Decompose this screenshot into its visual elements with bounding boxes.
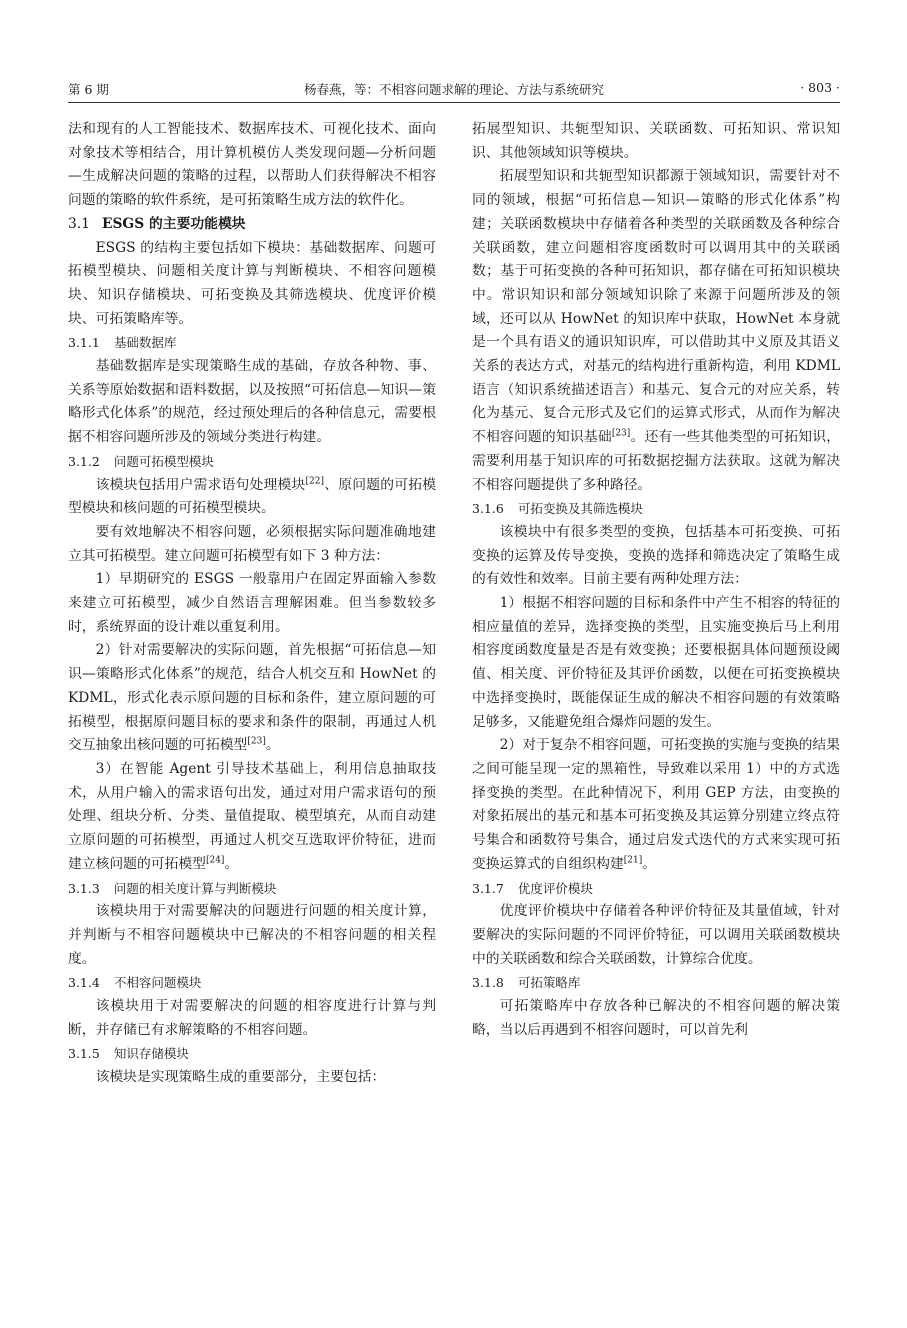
subsection-title: 可拓策略库 (517, 975, 581, 991)
paragraph: 该模块用于对需要解决的问题进行问题的相关度计算，并判断与不相容问题模块中已解决的不相容问题的相关程度。 (68, 903, 436, 967)
subsection-title: 问题的相关度计算与判断模块 (113, 880, 277, 896)
paragraph: 该模块中有很多类型的变换，包括基本可拓变换、可拓变换的运算及传导变换，变换的选择和筛选决定了策略生成的有效性和效率。目前主要有两种处理方法： (472, 523, 840, 588)
subsection-title: 知识存储模块 (113, 1046, 189, 1062)
paragraph: 优度评价模块中存储着各种评价特征及其量值域，针对要解决的实际问题的不同评价特征，可以调用关联函数模块中的关联函数和综合关联函数，计算综合优度。 (472, 903, 840, 967)
page-number: · 803 · (800, 80, 840, 95)
subsection-number: 3.1.2 (68, 453, 100, 469)
text-run: 该模块包括用户需求语句处理模块 (95, 476, 306, 493)
issue-number: 第 6 期 (68, 82, 109, 97)
paragraph: ESGS 的结构主要包括如下模块：基础数据库、问题可拓模型模块、问题相关度计算与判断模块、不相容问题模块、知识存储模块、可拓变换及其筛选模块、优度评价模块、可拓策略库等。 (68, 239, 436, 327)
paragraph: 法和现有的人工智能技术、数据库技术、可视化技术、面向对象技术等相结合，用计算机模仿人类发现问题—分析问题—生成解决问题的策略的过程，以帮助人们获得解决不相容问题的策略的软件系统，是可拓策略生成方法的软件化。 (68, 121, 436, 209)
list-item (68, 758, 436, 877)
subsection-number: 3.1.6 (472, 501, 504, 517)
subsection-number: 3.1.4 (68, 975, 100, 991)
subsection-number: 3.1.7 (472, 880, 504, 896)
citation-ref: [22] (305, 475, 325, 486)
text-run: 3）在智能 Agent 引导技术基础上，利用信息抽取技术，从用户输入的需求语句出发，通过对用户需求语句的预处理、组块分析、分类、量值提取、模型填充，从而自动建立原问题的可拓模型，再通过人机交互选取评价特征，进而建立核问题的可拓模型 (68, 760, 436, 872)
citation-ref: [24] (205, 855, 225, 866)
subsection-title: 基础数据库 (113, 335, 177, 351)
subsection-heading-3-1-1 (68, 331, 436, 355)
text-run: 。 (224, 855, 239, 872)
text-run: 2）针对需要解决的实际问题，首先根据“可拓信息—知识—策略形式化体系”的规范，结合人机交互和 HowNet 的 KDML，形式化表示原问题的目标和条件，建立原问题的可拓模型，根据原问题目标的要求和条件的限制，再通过人机交互抽象出核问题的可拓模型 (68, 642, 436, 754)
subsection-heading-3-1-8 (472, 971, 840, 995)
header-rule (68, 102, 840, 103)
subsection-title: 问题可拓模型模块 (113, 453, 214, 469)
list-item: 1）根据不相容问题的目标和条件中产生不相容的特征的相应量值的差异，选择变换的类型，且实施变换后马上利用相容度函数度量是否是有效变换；还要根据具体问题预设阈值、相关度、评价特征及其评价函数，以便在可拓变换模块中选择变换时，既能保证生成的解决不相容问题的有效策略足够多，又能避免组合爆炸问题的发生。 (472, 595, 840, 730)
paragraph: 拓展型知识、共轭型知识、关联函数、可拓知识、常识知识、其他领域知识等模块。 (472, 121, 840, 161)
subsection-title: 不相容问题模块 (113, 975, 202, 991)
left-column (68, 118, 436, 1090)
subsection-heading-3-1-7 (472, 877, 840, 901)
subsection-heading-3-1-4 (68, 971, 436, 995)
paragraph: 要有效地解决不相容问题，必须根据实际问题准确地建立其可拓模型。建立问题可拓模型有如下 3 种方法： (68, 523, 436, 564)
paragraph (472, 165, 840, 497)
list-item: 1）早期研究的 ESGS 一般靠用户在固定界面输入参数来建立可拓模型，减少自然语言理解困难。但当参数较多时，系统界面的设计难以重复利用。 (68, 571, 436, 635)
subsection-heading-3-1-5 (68, 1042, 436, 1066)
subsection-title: 优度评价模块 (517, 880, 593, 896)
subsection-heading-3-1-6 (472, 497, 840, 521)
list-item (472, 734, 840, 876)
subsection-number: 3.1.5 (68, 1046, 100, 1062)
citation-ref: [23] (247, 736, 266, 747)
text-run: 2）对于复杂不相容问题，可拓变换的实施与变换的结果之间可能呈现一定的黑箱性，导致难以采用 1）中的方式选择变换的类型。在此种情况下，利用 GEP 方法，由变换的对象拓展出的基元和基本可拓变换及其运算分别建立终点符号集合和函数符号集合，通过启发式迭代的方式来实现可拓变换运算式的自组织构建 (472, 737, 840, 872)
subsection-number: 3.1.3 (68, 880, 100, 896)
paragraph: 该模块是实现策略生成的重要部分，主要包括： (95, 1069, 386, 1086)
paragraph: 基础数据库是实现策略生成的基础，存放各种物、事、关系等原始数据和语料数据，以及按照“可拓信息—知识—策略形式化体系”的规范，经过预处理后的各种信息元，需要根据不相容问题所涉及的领域分类进行构建。 (68, 358, 436, 446)
text-run: 拓展型知识和共轭型知识都源于领域知识，需要针对不同的领域，根据“可拓信息—知识—策略的形式化体系”构建；关联函数模块中存储着各种类型的关联函数及各种综合关联函数，建立问题相容度函数时可以调用其中的关联函数；基于可拓变换的各种可拓知识，都存储在可拓知识模块中。常识知识和部分领域知识除了来源于问题所涉及的领域，还可以从 HowNet 的知识库中获取，HowNet 本身就是一个具有语义的通识知识库，可以借助其中义原及其语义关系的表达方式，对基元的结构进行重新构造，利用 KDML 语言（知识系统描述语言）和基元、复合元的对应关系，转化为基元、复合元形式及它们的运算式形式，从而作为解决不相容问题的知识基础 (472, 168, 840, 446)
citation-ref: [23] (611, 428, 631, 439)
paragraph (68, 474, 436, 521)
section-title: ESGS 的主要功能模块 (101, 215, 246, 232)
subsection-number: 3.1.8 (472, 975, 504, 991)
text-run: 、原问题的可拓模型模块和核问题的可拓模型模块。 (68, 476, 437, 517)
text-run: 。 (642, 855, 657, 872)
running-header (68, 80, 840, 102)
text-run: 。 (265, 737, 280, 754)
subsection-heading-3-1-2 (68, 450, 436, 474)
section-heading-3-1 (68, 213, 436, 237)
paragraph: 该模块用于对需要解决的问题的相容度进行计算与判断，并存储已有求解策略的不相容问题。 (68, 998, 436, 1038)
list-item (68, 639, 436, 758)
subsection-heading-3-1-3 (68, 877, 436, 901)
section-number: 3.1 (68, 215, 90, 232)
text-run: 。还有一些其他类型的可拓知识，需要利用基于知识库的可拓数据挖掘方法获取。这就为解决不相容问题提供了多种路径。 (472, 429, 841, 493)
subsection-number: 3.1.1 (68, 335, 100, 351)
citation-ref: [21] (623, 855, 643, 866)
right-column (472, 118, 840, 1042)
running-title: 杨春燕，等：不相容问题求解的理论、方法与系统研究 (303, 82, 604, 97)
subsection-title: 可拓变换及其筛选模块 (517, 501, 643, 517)
paragraph: 可拓策略库中存放各种已解决的不相容问题的解决策略，当以后再遇到不相容问题时，可以首先利 (472, 998, 840, 1038)
